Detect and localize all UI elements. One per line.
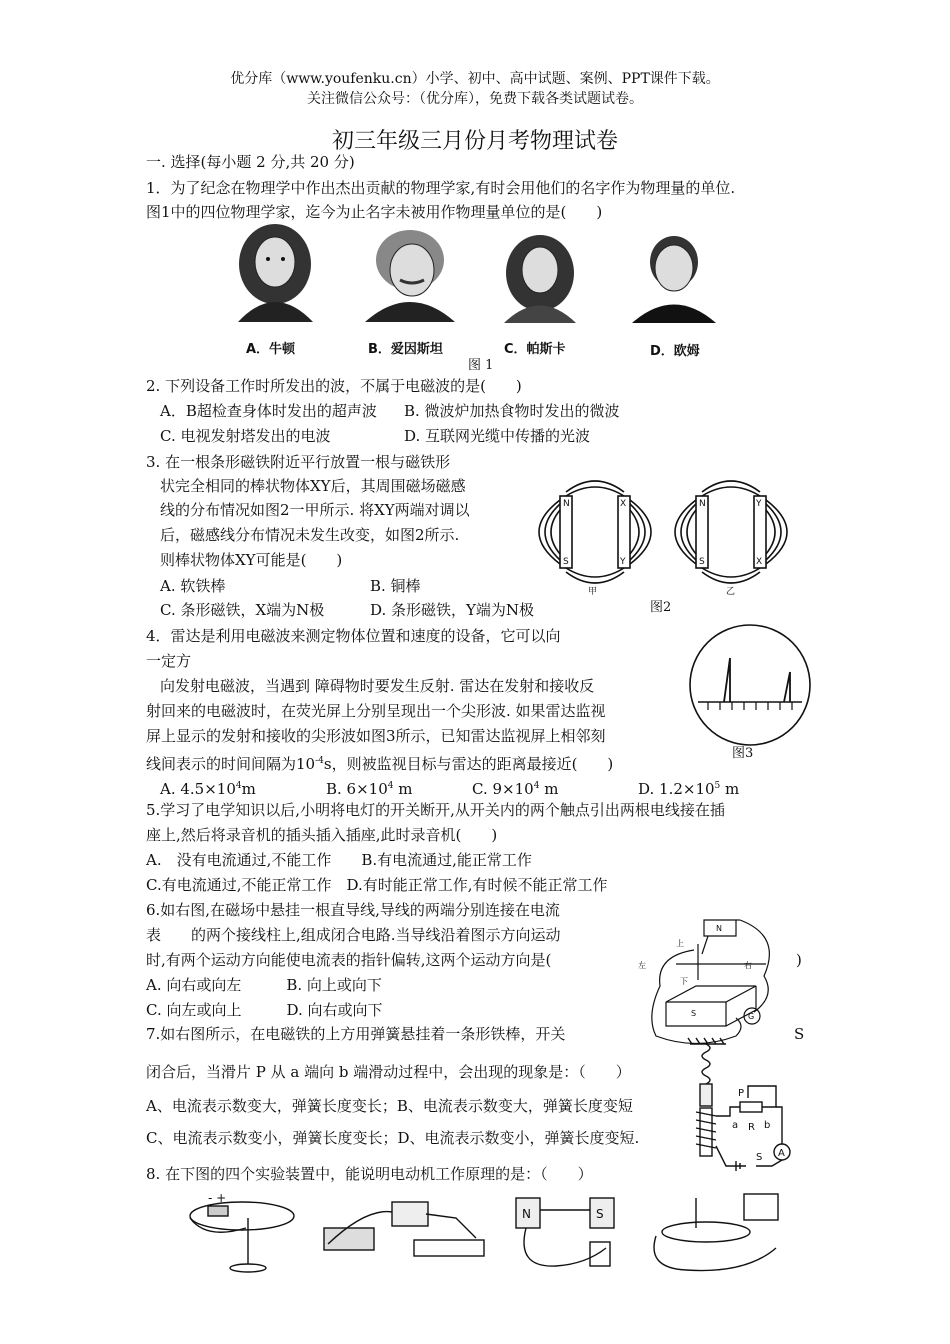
q7-option-cd: C、电流表示数变小，弹簧长度变长；D、电流表示数变小，弹簧长度变短. — [146, 1129, 640, 1147]
portrait-pascal — [496, 228, 584, 323]
q4-option-d: D. $1.2\times 10^5$ m — [638, 780, 740, 798]
q3-line-5: 则棒状物体XY可能是( ) — [160, 551, 343, 569]
q4-line-2: 一定方 — [146, 652, 192, 670]
q5-options-ab: A. 没有电流通过,不能工作 B.有电流通过,能正常工作 — [146, 851, 532, 869]
q1-line-1: 1．为了纪念在物理学中作出杰出贡献的物理学家,有时会用他们的名字作为物理量的单位. — [146, 179, 736, 197]
fig2-jia-s: S — [563, 557, 569, 567]
q6-line-1: 6.如右图,在磁场中悬挂一根直导线,导线的两端分别连接在电流 — [146, 901, 560, 919]
figure-q7-electromagnet — [686, 1036, 796, 1182]
portrait-label-b: B．爱因斯坦 — [368, 342, 443, 357]
header-line-1: 优分库（www.youfenku.cn）小学、初中、高中试题、案例、PPT课件下载。 — [230, 71, 720, 87]
q7-fig-s: S — [756, 1152, 763, 1163]
q7-line-1: 7.如右图所示，在电磁铁的上方用弹簧悬挂着一条形铁棒，开关 — [146, 1025, 566, 1043]
fig2-yi-n: N — [699, 499, 706, 509]
q6-fig-left: 左 — [638, 961, 646, 970]
portrait-label-c: C．帕斯卡 — [504, 342, 566, 357]
q7-line-1-end: S — [794, 1025, 805, 1043]
q6-fig-n: N — [716, 924, 722, 933]
q6-fig-down: 下 — [680, 977, 688, 986]
figure-q8-apparatus — [186, 1188, 796, 1280]
q7-option-ab: A、电流表示数变大，弹簧长度变长；B、电流表示数变大，弹簧长度变短 — [146, 1097, 633, 1115]
q3-option-b: B. 铜棒 — [370, 577, 421, 595]
q4-line-1: 4．雷达是利用电磁波来测定物体位置和速度的设备，它可以向 — [146, 627, 561, 645]
q8-fig-s: S — [596, 1207, 604, 1221]
q7-line-2: 闭合后，当滑片 P 从 a 端向 b 端滑动过程中，会出现的现象是：（ ） — [146, 1063, 631, 1081]
figure-2-caption: 图2 — [650, 600, 672, 615]
q6-fig-right: 右 — [744, 961, 752, 970]
q4-line-3: 向发射电磁波，当遇到 障碍物时要发生反射. 雷达在发射和接收反 — [160, 677, 595, 695]
portrait-newton — [228, 222, 323, 322]
q3-option-d: D. 条形磁铁，Y端为N极 — [370, 601, 535, 619]
fig2-jia-n: N — [563, 499, 570, 509]
q3-line-1: 3. 在一根条形磁铁附近平行放置一根与磁铁形 — [146, 453, 451, 471]
q2-option-d: D. 互联网光缆中传播的光波 — [404, 427, 591, 445]
fig2-yi-y: Y — [756, 499, 762, 509]
figure-3-radar-screen — [686, 624, 814, 746]
q5-line-1: 5.学习了电学知识以后,小明将电灯的开关断开,从开关内的两个触点引出两根电线接在插 — [146, 801, 725, 819]
q3-line-2: 状完全相同的棒状物体XY后，其周围磁场磁感 — [160, 477, 466, 495]
q8-fig-minus-plus: - + — [208, 1191, 227, 1205]
q8-stem: 8. 在下图的四个实验装置中，能说明电动机工作原理的是：（ ） — [146, 1165, 593, 1183]
q2-option-b: B. 微波炉加热食物时发出的微波 — [404, 402, 620, 420]
section-heading: 一. 选择(每小题 2 分,共 20 分) — [146, 153, 355, 171]
q6-line-3: 时,有两个运动方向能使电流表的指针偏转,这两个运动方向是( — [146, 951, 552, 969]
fig2-jia-x: X — [620, 499, 627, 509]
q4-option-b: B. $6\times 10^4$ m — [326, 780, 413, 798]
q2-option-c: C. 电视发射塔发出的电波 — [160, 427, 331, 445]
q6-line-2: 表 的两个接线柱上,组成闭合电路.当导线沿着图示方向运动 — [146, 926, 561, 944]
q5-options-cd: C.有电流通过,不能正常工作 D.有时能正常工作,有时候不能正常工作 — [146, 876, 608, 894]
figure-1-caption: 图 1 — [468, 358, 494, 373]
q7-fig-a: a — [732, 1120, 739, 1131]
fig2-yi-x: X — [756, 557, 763, 567]
q3-line-3: 线的分布情况如图2一甲所示. 将XY两端对调以 — [160, 501, 470, 519]
q6-fig-s: S — [691, 1009, 697, 1018]
fig2-yi-label: 乙 — [726, 587, 736, 597]
q6-options-cd: C. 向左或向上 D. 向右或向下 — [146, 1001, 383, 1019]
figure-2-magnetic-field — [530, 482, 800, 602]
q5-line-2: 座上,然后将录音机的插头插入插座,此时录音机( ) — [146, 826, 498, 844]
figure-q6-induction — [636, 916, 786, 1056]
header-line-2: 关注微信公众号：（优分库），免费下载各类试题试卷。 — [307, 91, 643, 107]
q2-option-a: A．B超检查身体时发出的超声波 — [160, 402, 377, 420]
q8-fig-n: N — [522, 1207, 531, 1221]
q7-fig-r: R — [748, 1122, 755, 1133]
portrait-label-d: D．欧姆 — [650, 344, 700, 359]
fig2-jia-y: Y — [620, 557, 626, 567]
q7-fig-b: b — [764, 1120, 771, 1131]
fig2-jia-label: 甲 — [588, 587, 598, 597]
q6-line-3-end: ) — [796, 951, 802, 969]
q4-line-5: 屏上显示的发射和接收的尖形波如图3所示，已知雷达监视屏上相邻刻 — [146, 727, 606, 745]
portrait-ohm — [628, 228, 720, 323]
q6-options-ab: A. 向右或向左 B. 向上或向下 — [146, 976, 382, 994]
q6-fig-up: 上 — [676, 939, 684, 948]
fig2-yi-s: S — [699, 557, 705, 567]
page-title: 初三年级三月份月考物理试卷 — [331, 129, 618, 154]
portrait-label-a: A．牛顿 — [246, 342, 296, 357]
q3-option-a: A. 软铁棒 — [160, 577, 226, 595]
q7-fig-ammeter: A — [778, 1148, 785, 1159]
q3-line-4: 后，磁感线分布情况未发生改变，如图2所示. — [160, 526, 460, 544]
q1-line-2: 图1中的四位物理学家，迄今为止名字未被用作物理量单位的是( ) — [146, 203, 603, 221]
q3-option-c: C. 条形磁铁，X端为N极 — [160, 601, 325, 619]
q6-fig-g: G — [748, 1012, 755, 1021]
q4-option-c: C. $9\times 10^4$ m — [472, 780, 559, 798]
q7-fig-p: P — [738, 1088, 745, 1099]
figure-3-caption: 图3 — [732, 746, 754, 761]
q4-line-6: 线间表示的时间间隔为$10^{-4}s$，则被监视目标与雷达的距离最接近( ) — [146, 755, 614, 773]
q4-option-a: A. $4.5\times 10^4m$ — [160, 780, 256, 798]
portrait-einstein — [360, 222, 460, 322]
q2-stem: 2. 下列设备工作时所发出的波，不属于电磁波的是( ) — [146, 377, 522, 395]
q4-line-4: 射回来的电磁波时，在荧光屏上分别呈现出一个尖形波. 如果雷达监视 — [146, 702, 606, 720]
